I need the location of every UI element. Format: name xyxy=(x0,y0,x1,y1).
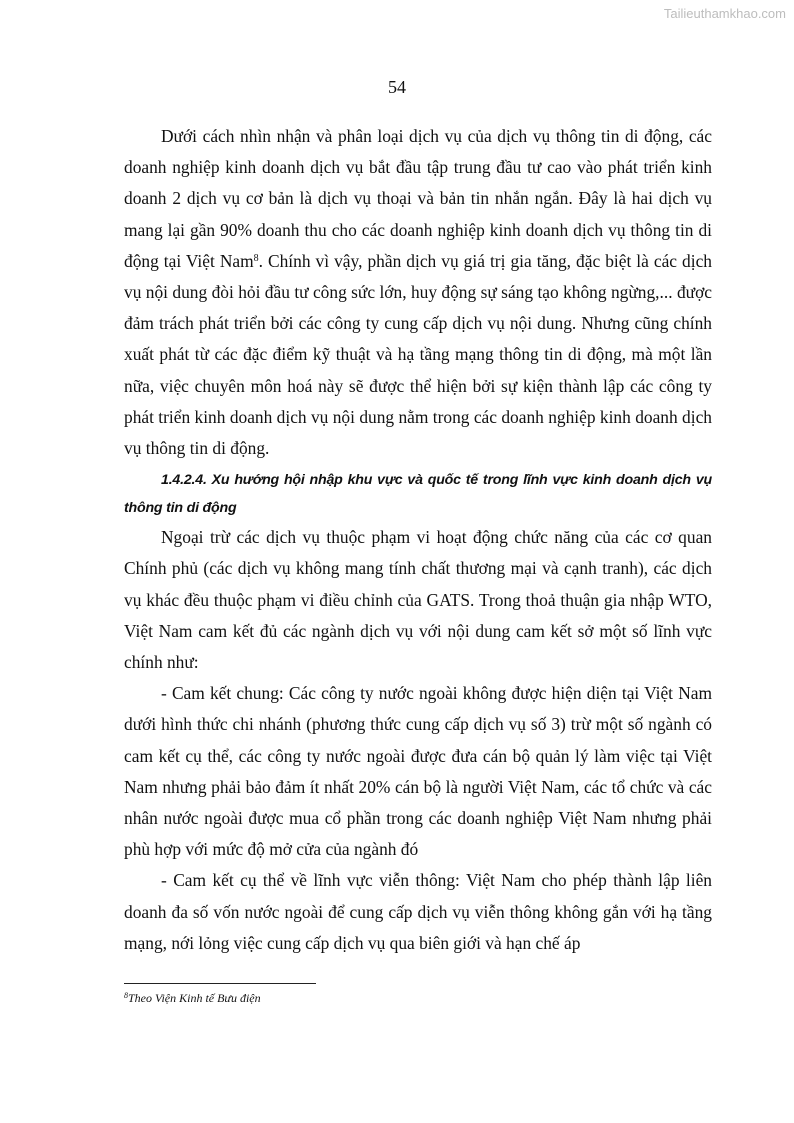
paragraph: - Cam kết cụ thể về lĩnh vực viễn thông: Việt Nam cho phép thành lập liên doanh đa số vốn nước ngoài để cung cấp dịch vụ viễn thông không gắn với hạ tầng mạng, nới lỏng việc cung cấp dịch vụ qua biên giới và hạn chế áp xyxy=(124,870,712,953)
paragraph-text: . Chính vì vậy, phần dịch vụ giá trị gia tăng, đặc biệt là các dịch vụ nội dung đòi hỏi đầu tư công sức lớn, huy động sự sáng tạo không ngừng,... được đảm trách phát triển bởi các công ty cung cấp dịch vụ nội dung. Nhưng cũng chính xuất phát từ các đặc điểm kỹ thuật và hạ tầng mạng thông tin di động, mà một lần nữa, việc chuyên môn hoá này sẽ được thể hiện bởi sự kiện thành lập các công ty phát triển kinh doanh dịch vụ nội dung nằm trong các doanh nghiệp kinh doanh dịch vụ thông tin di động. xyxy=(124,250,712,459)
footnote xyxy=(124,991,261,1006)
paragraph-text: Dưới cách nhìn nhận và phân loại dịch vụ của dịch vụ thông tin di động, các doanh nghiệp kinh doanh dịch vụ bắt đầu tập trung đầu tư cao vào phát triển kinh doanh 2 dịch vụ cơ bản là dịch vụ thoại và bản tin nhắn ngắn. Đây là hai dịch vụ mang lại gần 90% doanh thu cho các doanh nghiệp kinh doanh dịch vụ thông tin di động tại Việt Nam xyxy=(124,126,712,271)
footnote-divider xyxy=(124,983,316,984)
page-number: 54 xyxy=(388,77,406,97)
footnote-marker: 8 xyxy=(124,991,128,1000)
paragraph: - Cam kết chung: Các công ty nước ngoài không được hiện diện tại Việt Nam dưới hình thức chi nhánh (phương thức cung cấp dịch vụ số 3) trừ một số ngành có cam kết cụ thể, các công ty nước ngoài được đưa cán bộ quản lý làm việc tại Việt Nam nhưng phải bảo đảm ít nhất 20% cán bộ là người Việt Nam, các tổ chức và các nhân nước ngoài được mua cổ phần trong các doanh nghiệp Việt Nam nhưng phải phù hợp với mức độ mở cửa của ngành đó xyxy=(124,683,712,860)
footnote-reference: 8 xyxy=(253,252,259,264)
paragraph xyxy=(124,121,712,464)
footnote-text: Theo Viện Kinh tế Bưu điện xyxy=(128,991,261,1005)
paragraph: Ngoại trừ các dịch vụ thuộc phạm vi hoạt động chức năng của các cơ quan Chính phủ (các dịch vụ không mang tính chất thương mại và cạnh tranh), các dịch vụ khác đều thuộc phạm vi điều chỉnh của GATS. Trong thoả thuận gia nhập WTO, Việt Nam cam kết đủ các ngành dịch vụ với nội dung cam kết sở một số lĩnh vực chính như: xyxy=(124,527,712,673)
section-heading: 1.4.2.4. Xu hướng hội nhập khu vực và quốc tế trong lĩnh vực kinh doanh dịch vụ thông tin di động xyxy=(124,472,712,517)
page-body xyxy=(124,121,712,959)
watermark: Tailieuthamkhao.com xyxy=(663,6,786,21)
